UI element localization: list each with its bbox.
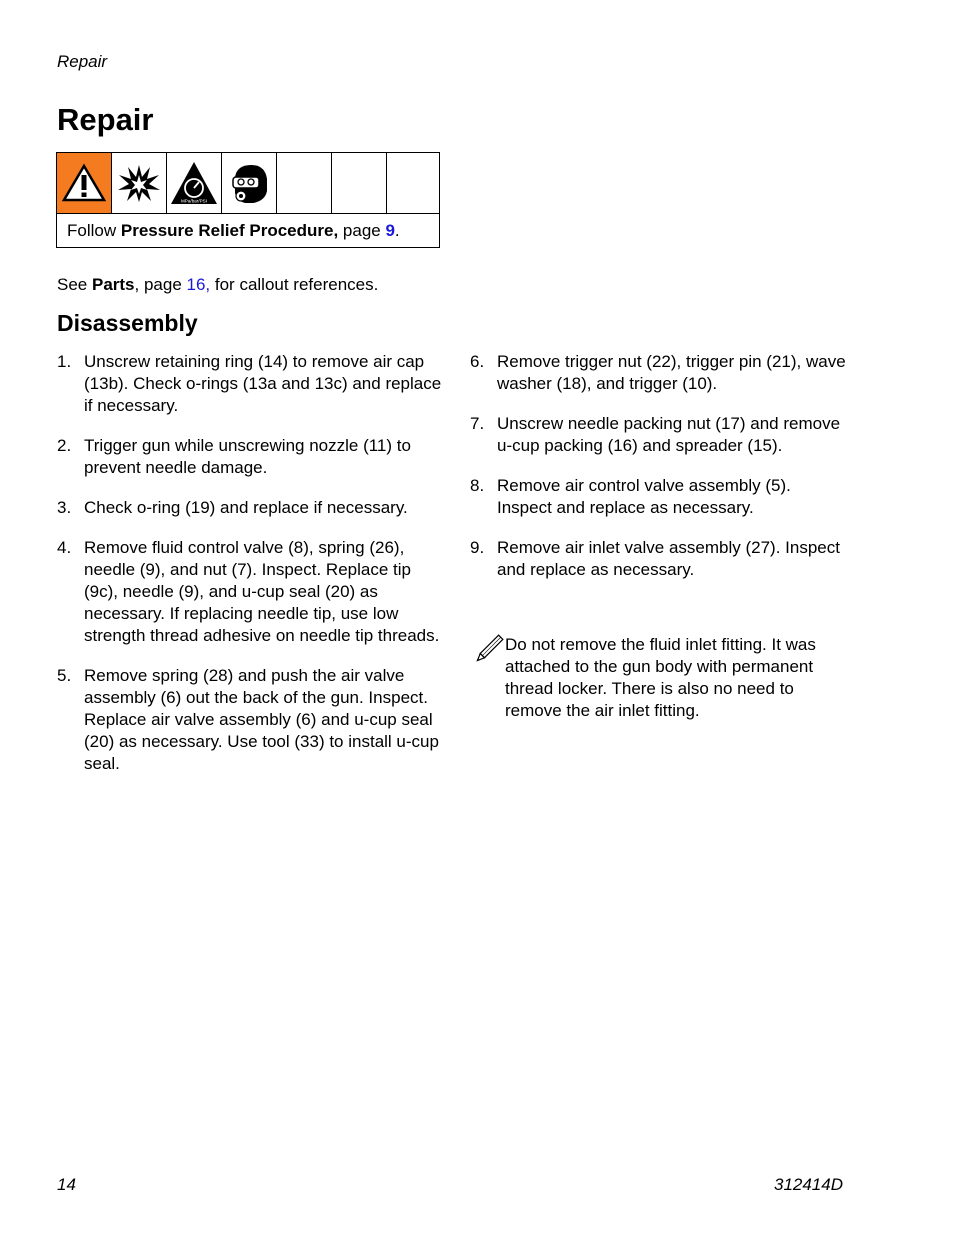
warning-text-mid: page: [338, 221, 386, 240]
list-item: [470, 351, 850, 395]
list-item: [470, 537, 850, 581]
list-item: [57, 351, 447, 417]
step-number: 5.: [57, 666, 72, 685]
warning-text-prefix: Follow: [67, 221, 121, 240]
section-heading: Disassembly: [57, 310, 198, 336]
note-text: Do not remove the fluid inlet fitting. It was attached to the gun body with permanent thread locker. There is also no need to remove the air inlet fitting.: [505, 635, 816, 720]
empty-icon-cell: [277, 153, 332, 213]
warning-text: [57, 214, 439, 242]
step-text: Trigger gun while unscrewing nozzle (11) to prevent needle damage.: [84, 436, 411, 477]
explosion-icon: [112, 153, 167, 213]
step-number: 8.: [470, 476, 485, 495]
list-item: [57, 665, 447, 775]
step-text: Remove air control valve assembly (5). Inspect and replace as necessary.: [497, 476, 791, 517]
face-shield-icon: [222, 153, 277, 213]
running-head: Repair: [57, 52, 108, 71]
list-item: [57, 497, 447, 519]
list-item: [57, 435, 447, 479]
pressure-gauge-icon: [167, 153, 222, 213]
pressure-relief-procedure-label: Pressure Relief Procedure,: [120, 221, 339, 240]
step-number: 9.: [470, 538, 485, 557]
see-parts-suffix: for callout references.: [210, 275, 379, 294]
step-text: Unscrew retaining ring (14) to remove air cap (13b). Check o-rings (13a and 13c) and replace if necessary.: [84, 352, 442, 415]
warning-box: [56, 152, 440, 248]
warning-icon-row: [57, 153, 439, 214]
page-number: 14: [57, 1175, 76, 1194]
step-text: Remove air inlet valve assembly (27). Inspect and replace as necessary.: [497, 538, 840, 579]
page-9-link[interactable]: 9: [385, 221, 395, 240]
page-16-link[interactable]: 16,: [186, 275, 211, 294]
warning-text-suffix: .: [394, 221, 400, 240]
list-item: [470, 475, 850, 519]
note: [472, 634, 852, 722]
parts-label: Parts: [91, 275, 135, 294]
see-parts-text: [57, 274, 378, 296]
step-number: 7.: [470, 414, 485, 433]
step-text: Remove trigger nut (22), trigger pin (21), wave washer (18), and trigger (10).: [497, 352, 846, 393]
empty-icon-cell: [332, 153, 387, 213]
step-number: 3.: [57, 498, 72, 517]
empty-icon-cell: [387, 153, 439, 213]
page-title: Repair: [57, 102, 154, 137]
step-number: 1.: [57, 352, 72, 371]
warning-triangle-icon: [57, 153, 112, 213]
list-item: [57, 537, 447, 647]
step-text: Remove spring (28) and push the air valve assembly (6) out the back of the gun. Inspect. Replace air valve assembly (6) and u-cup seal (20) as necessary. Use tool (33) to install u-cup seal.: [84, 666, 439, 773]
steps-left-column: [57, 351, 447, 793]
step-text: Check o-ring (19) and replace if necessary.: [84, 498, 408, 517]
pencil-note-icon: [472, 634, 505, 670]
see-parts-mid: , page: [134, 275, 187, 294]
doc-number: 312414D: [773, 1175, 843, 1194]
list-item: [470, 413, 850, 457]
step-text: Unscrew needle packing nut (17) and remove u-cup packing (16) and spreader (15).: [497, 414, 841, 455]
step-number: 6.: [470, 352, 485, 371]
see-parts-prefix: See: [57, 275, 92, 294]
step-number: 4.: [57, 538, 72, 557]
step-number: 2.: [57, 436, 72, 455]
step-text: Remove fluid control valve (8), spring (26), needle (9), and nut (7). Inspect. Replace tip (9c), needle (9), and u-cup seal (20) as necessary. If replacing needle tip, use low strength thread adhesive on needle tip threads.: [84, 538, 440, 645]
svg-text:MPa/bar/PSI: MPa/bar/PSI: [180, 198, 208, 204]
steps-right-column: [470, 351, 850, 599]
